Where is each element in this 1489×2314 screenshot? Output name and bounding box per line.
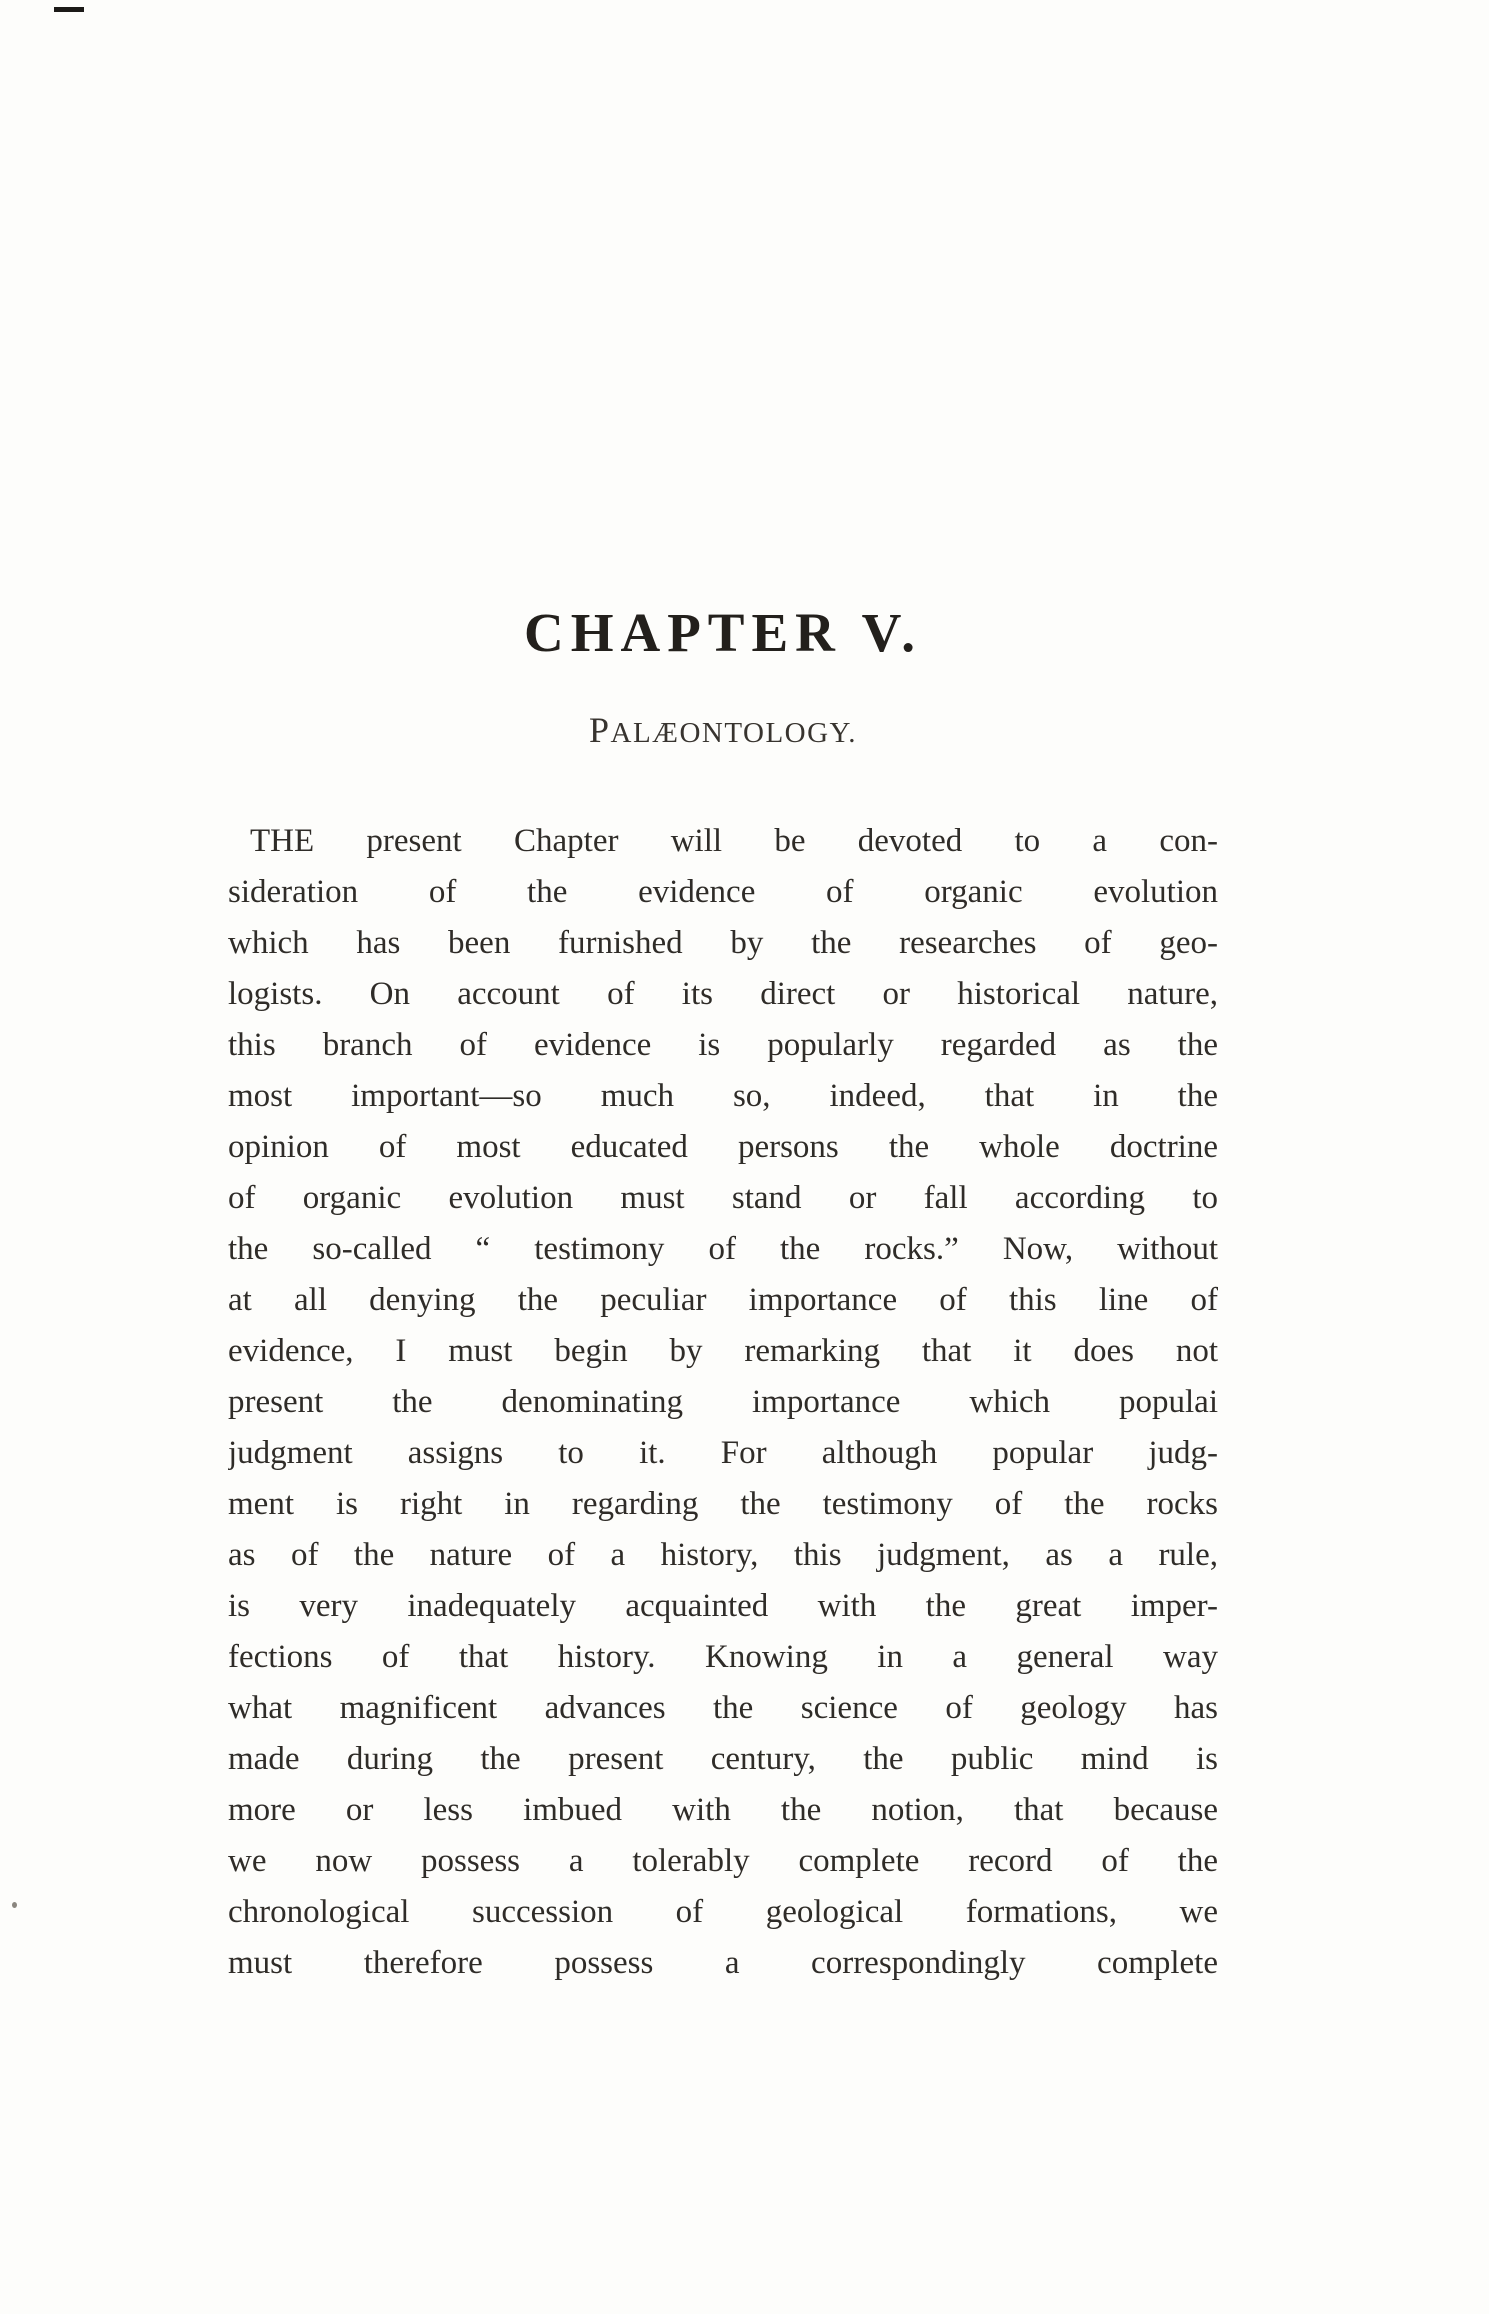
paragraph-line: which has been furnished by the researches of geo- xyxy=(228,925,1218,961)
paragraph-line: made during the present century, the public mind is xyxy=(228,1741,1218,1777)
paragraph-line: sideration of the evidence of organic evolution xyxy=(228,874,1218,910)
paragraph-line: THE present Chapter will be devoted to a con- xyxy=(250,823,1218,859)
paragraph-line: judgment assigns to it. For although popular judg- xyxy=(228,1435,1218,1471)
paragraph-line: evidence, I must begin by remarking that it does not xyxy=(228,1333,1218,1369)
paragraph-line: opinion of most educated persons the whole doctrine xyxy=(228,1129,1218,1165)
paragraph-line: more or less imbued with the notion, that because xyxy=(228,1792,1218,1828)
paragraph-line: is very inadequately acquainted with the great imper- xyxy=(228,1588,1218,1624)
scan-artifact-dot xyxy=(12,1902,17,1908)
chapter-title: CHAPTER V. xyxy=(523,602,923,663)
paragraph-line: fections of that history. Knowing in a general way xyxy=(228,1639,1218,1675)
paragraph-line: this branch of evidence is popularly regarded as the xyxy=(228,1027,1218,1063)
paragraph-line: present the denominating importance which populai xyxy=(228,1384,1218,1420)
scan-artifact-dash xyxy=(54,7,84,12)
paragraph-line: we now possess a tolerably complete record of the xyxy=(228,1843,1218,1879)
paragraph-line: the so-called “ testimony of the rocks.” Now, without xyxy=(228,1231,1218,1267)
paragraph-line: chronological succession of geological formations, we xyxy=(228,1894,1218,1930)
paragraph-line: most important—so much so, indeed, that in the xyxy=(228,1078,1218,1114)
paragraph-line: logists. On account of its direct or historical nature, xyxy=(228,976,1218,1012)
paragraph xyxy=(228,816,1218,1989)
paragraph-line: of organic evolution must stand or fall according to xyxy=(228,1180,1218,1216)
paragraph-line: must therefore possess a correspondingly complete xyxy=(228,1945,1218,1981)
paragraph-line: what magnificent advances the science of geology has xyxy=(228,1690,1218,1726)
paragraph-line: as of the nature of a history, this judgment, as a rule, xyxy=(228,1537,1218,1573)
paragraph-line: at all denying the peculiar importance of this line of xyxy=(228,1282,1218,1318)
section-title: PALÆONTOLOGY. xyxy=(588,710,858,750)
paragraph-line: ment is right in regarding the testimony of the rocks xyxy=(228,1486,1218,1522)
